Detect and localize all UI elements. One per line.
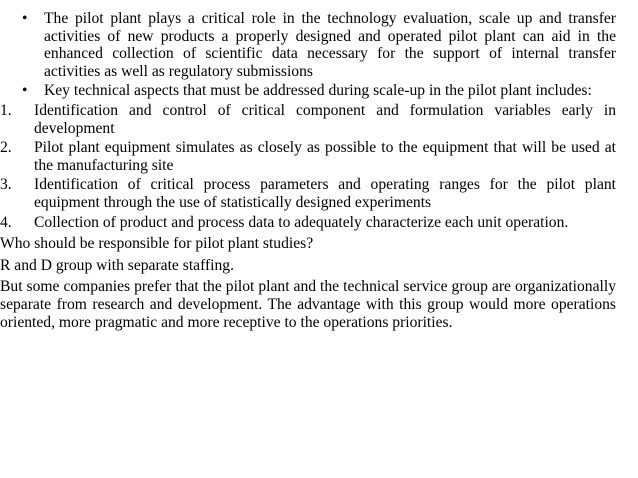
explanation-paragraph: But some companies prefer that the pilot plant and the technical service group are organizationally separate from research and development. The advantage with this group would more operations oriented, more pragmatic and more receptive to the operations priorities. — [0, 278, 616, 331]
question-paragraph: Who should be responsible for pilot plant studies? — [0, 235, 314, 253]
numbered-item-3 — [0, 176, 616, 211]
slide-content — [0, 10, 616, 331]
numbered-text: Identification and control of critical component and formulation variables early in development — [34, 101, 616, 137]
bullet-item — [22, 10, 616, 80]
number-marker: 3. — [0, 176, 12, 194]
bullet-text: Key technical aspects that must be addressed during scale-up in the pilot plant includes: — [44, 82, 592, 100]
answer-paragraph: R and D group with separate staffing. — [0, 256, 234, 274]
bullet-item — [22, 82, 616, 100]
number-marker: 2. — [0, 139, 12, 157]
number-marker: 1. — [0, 101, 12, 119]
numbered-text: Identification of critical process parameters and operating ranges for the pilot plant equipment through the use of statistically designed experiments — [34, 176, 616, 211]
bullet-marker: • — [22, 10, 28, 27]
numbered-text: Pilot plant equipment simulates as closely as possible to the equipment that will be used at the manufacturing site — [34, 139, 616, 174]
number-marker: 4. — [0, 213, 12, 231]
numbered-item-4 — [0, 214, 616, 232]
numbered-item-2 — [0, 139, 616, 174]
bullet-marker: • — [22, 82, 28, 100]
numbered-item-1 — [0, 102, 616, 137]
bullet-text: The pilot plant plays a critical role in the technology evaluation, scale up and transfer activities of new products a properly designed and operated pilot plant can aid in the enhanced collection of scientific data necessary for the support of internal transfer activities as well as regulatory submissions — [44, 10, 616, 80]
numbered-text: Collection of product and process data to adequately characterize each unit operation. — [34, 213, 569, 231]
